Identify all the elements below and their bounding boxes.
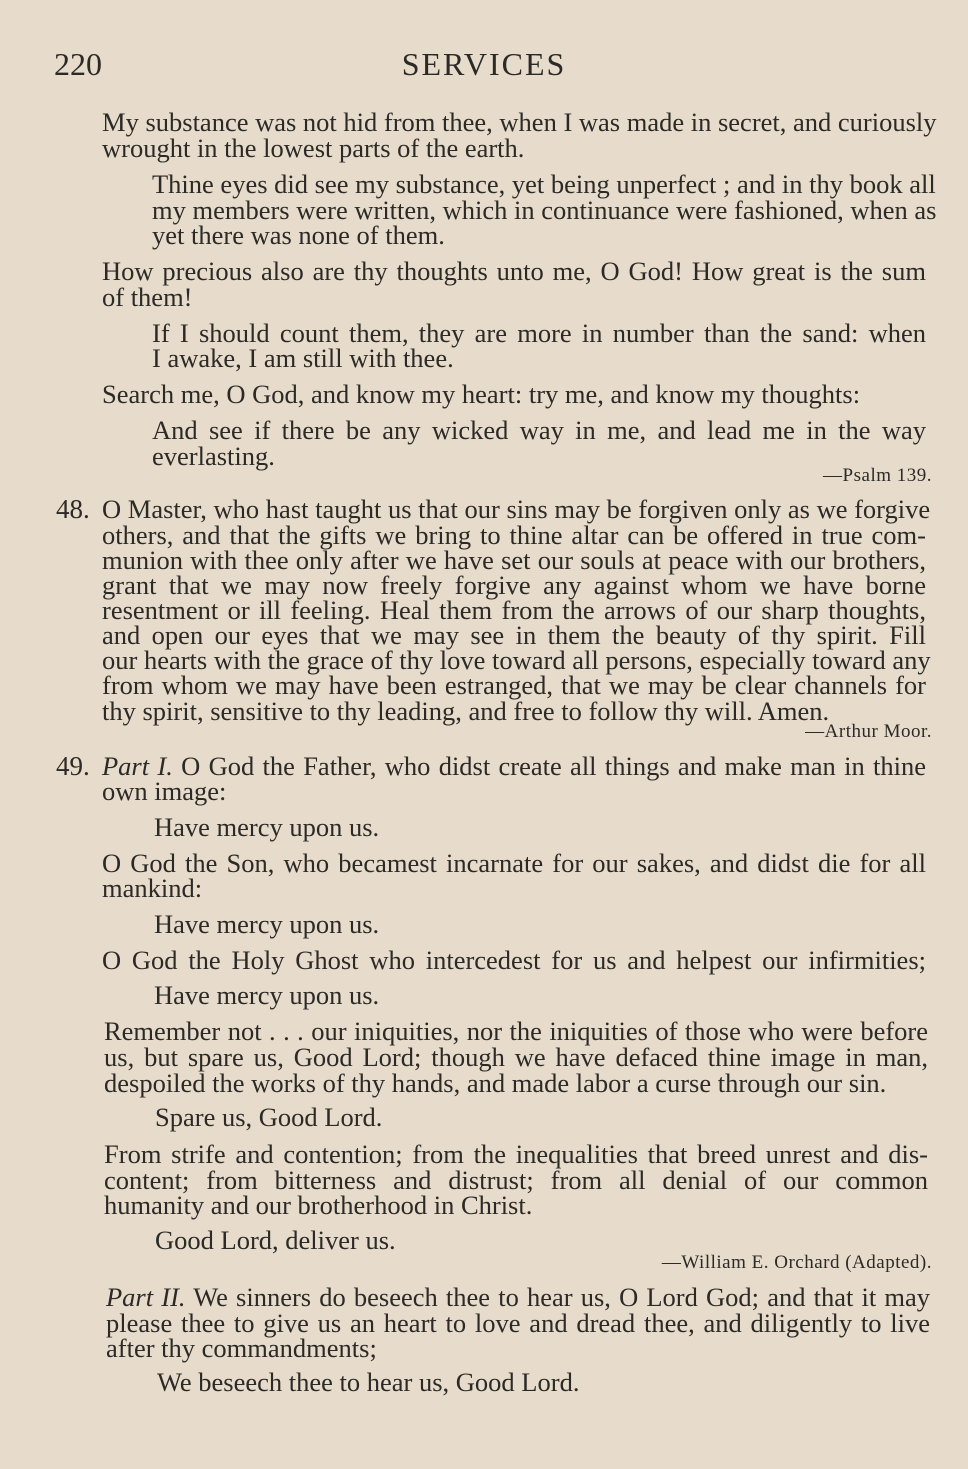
- text-line: everlasting.: [152, 441, 275, 471]
- text-line: please thee to give us an heart to love and dread thee, and diligently to live: [106, 1308, 930, 1338]
- litany-attribution: —William E. Orchard (Adapted).: [661, 1252, 932, 1273]
- text-line: I awake, I am still with thee.: [152, 343, 454, 373]
- text-line: From strife and contention; from the inequalities that breed unrest and dis-: [104, 1139, 928, 1169]
- text-line: our hearts with the grace of thy love toward all persons, especially toward any: [102, 645, 931, 675]
- response-line: Good Lord, deliver us.: [155, 1225, 396, 1255]
- line-text: O God the Father, who didst create all things and make man in thine: [181, 751, 926, 781]
- prayer-number: 48.: [56, 494, 90, 524]
- text-line: wrought in the lowest parts of the earth.: [102, 133, 525, 163]
- text-line: yet there was none of them.: [152, 220, 445, 250]
- text-line: O Master, who hast taught us that our sins may be forgiven only as we forgive: [102, 494, 931, 524]
- response-line: Have mercy upon us.: [154, 980, 380, 1010]
- text-line: Search me, O God, and know my heart: try me, and know my thoughts:: [102, 379, 861, 409]
- text-line: thy spirit, sensitive to thy leading, and free to follow thy will. Amen.: [102, 696, 830, 726]
- text-line: Remember not . . . our iniquities, nor the iniquities of those who were before: [104, 1016, 928, 1046]
- text-line: How precious also are thy thoughts unto me, O God! How great is the sum: [102, 256, 926, 286]
- response-line: Spare us, Good Lord.: [155, 1102, 383, 1132]
- response-line: We beseech thee to hear us, Good Lord.: [157, 1367, 580, 1397]
- line-text: We sinners do beseech thee to hear us, O Lord God; and that it may: [193, 1282, 931, 1312]
- text-line: content; from bitterness and distrust; from all denial of our common: [104, 1165, 928, 1195]
- text-line: and open our eyes that we may see in them the beauty of thy spirit. Fill: [102, 620, 926, 650]
- prayer-number: 49.: [56, 751, 90, 781]
- text-line: from whom we may have been estranged, that we may be clear channels for: [102, 670, 926, 700]
- part-label: Part I.: [102, 751, 173, 781]
- text-line: of them!: [102, 282, 193, 312]
- text-line: And see if there be any wicked way in me, and lead me in the way: [152, 415, 926, 445]
- text-line: my members were written, which in continuance were fashioned, when as: [152, 195, 937, 225]
- psalm-attribution: —Psalm 139.: [823, 465, 932, 486]
- text-line: humanity and our brotherhood in Christ.: [104, 1190, 533, 1220]
- text-line: munion with thee only after we have set our souls at peace with our brothers,: [102, 545, 926, 575]
- text-line: My substance was not hid from thee, when I was made in secret, and curiously: [102, 107, 937, 137]
- text-line: resentment or ill feeling. Heal them from the arrows of our sharp thoughts,: [102, 595, 926, 625]
- text-line: Thine eyes did see my substance, yet being unperfect ; and in thy book all: [152, 169, 936, 199]
- page-header: [0, 46, 968, 90]
- response-line: Have mercy upon us.: [154, 812, 380, 842]
- text-line: If I should count them, they are more in number than the sand: when: [152, 318, 926, 348]
- text-line: O God the Son, who becamest incarnate for our sakes, and didst die for all: [102, 848, 926, 878]
- text-line: us, but spare us, Good Lord; though we have defaced thine image in man,: [104, 1042, 928, 1072]
- running-head: SERVICES: [401, 46, 567, 82]
- text-line: own image:: [102, 776, 227, 806]
- text-line: despoiled the works of thy hands, and made labor a curse through our sin.: [104, 1068, 887, 1098]
- page-number: 220: [54, 46, 102, 82]
- text-line: others, and that the gifts we bring to thine altar can be offered in true com-: [102, 520, 926, 550]
- response-line: Have mercy upon us.: [154, 909, 380, 939]
- part-label: Part II.: [106, 1282, 186, 1312]
- prayer-attribution: —Arthur Moor.: [805, 721, 932, 742]
- text-line: after thy commandments;: [106, 1333, 377, 1363]
- text-line: mankind:: [102, 873, 203, 903]
- text-line: O God the Holy Ghost who intercedest for us and helpest our infirmities;: [102, 945, 926, 975]
- text-line: grant that we may now freely forgive any against whom we have borne: [102, 570, 926, 600]
